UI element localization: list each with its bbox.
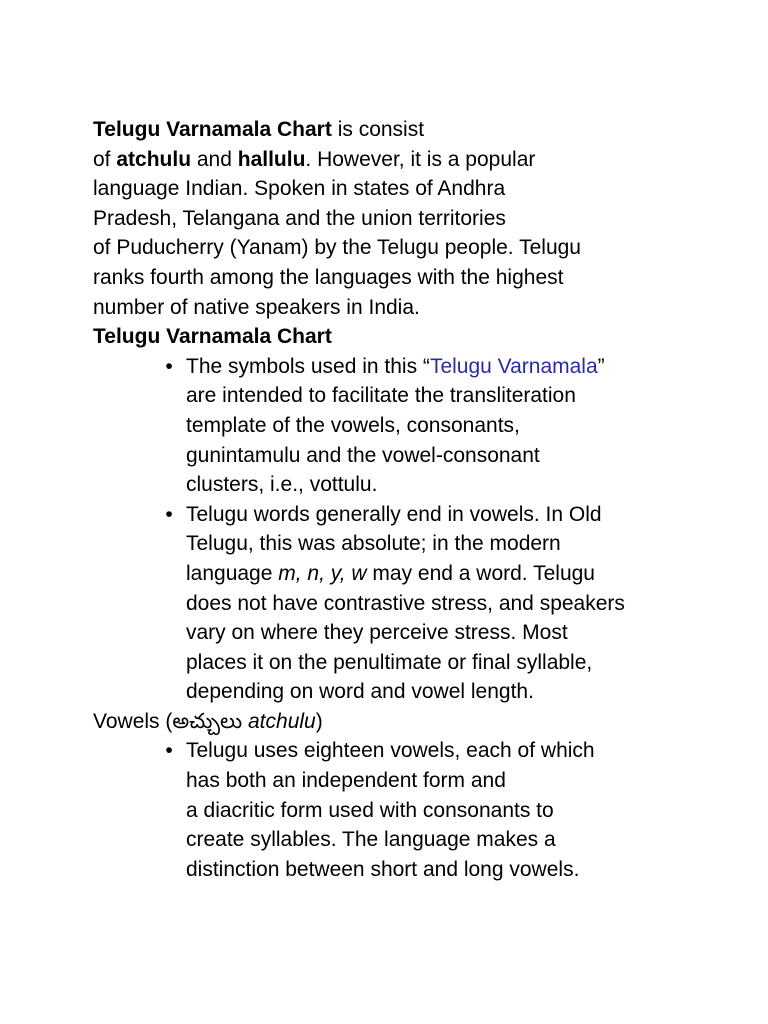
item-1-line-5: clusters, i.e., vottulu. bbox=[186, 473, 378, 497]
intro-text-3: and bbox=[191, 147, 238, 171]
intro-text-1: is consist bbox=[331, 118, 425, 141]
item-2-line-6: places it on the penultimate or final syllable, bbox=[186, 650, 593, 674]
bullet-icon: • bbox=[165, 739, 173, 763]
intro-text-2: of bbox=[93, 147, 117, 171]
vowels-heading bbox=[93, 707, 693, 737]
item-1-line-3: template of the vowels, consonants, bbox=[186, 413, 520, 437]
vowel-item-line-1: Telugu uses eighteen vowels, each of which bbox=[186, 739, 595, 763]
intro-paragraph bbox=[93, 115, 693, 322]
vowel-item-line-5: distinction between short and long vowels. bbox=[186, 857, 580, 881]
bullet-icon: • bbox=[165, 354, 173, 378]
item-1-text-after: ” bbox=[597, 354, 605, 378]
vowel-item-line-4: create syllables. The language makes a bbox=[186, 828, 556, 852]
intro-text-4: . However, it is a popular bbox=[305, 147, 536, 171]
intro-line-6: ranks fourth among the languages with the highest bbox=[93, 265, 564, 289]
item-1-text-before: The symbols used in this “ bbox=[186, 354, 430, 378]
item-1-line-4: gunintamulu and the vowel-consonant bbox=[186, 443, 540, 467]
section-heading: Telugu Varnamala Chart bbox=[93, 325, 332, 349]
bullet-list-1 bbox=[93, 352, 693, 707]
vowels-italic: atchulu bbox=[242, 709, 316, 733]
intro-title-bold: Telugu Varnamala Chart bbox=[93, 118, 332, 141]
atchulu-bold: atchulu bbox=[116, 147, 192, 171]
hallulu-bold: hallulu bbox=[237, 147, 306, 171]
list-item bbox=[165, 736, 693, 884]
vowels-telugu-text: అచ్చులు bbox=[172, 709, 243, 733]
item-2-line-1: Telugu words generally end in vowels. In Old bbox=[186, 502, 602, 526]
document-page bbox=[93, 115, 693, 884]
list-item bbox=[165, 500, 693, 707]
vowels-text-before: Vowels ( bbox=[93, 709, 173, 733]
vowels-text-after: ) bbox=[315, 709, 323, 733]
item-2-line-5: vary on where they perceive stress. Most bbox=[186, 621, 568, 645]
item-1-line-2: are intended to facilitate the transliteration bbox=[186, 384, 576, 408]
item-2-line-3-italic: m, n, y, w bbox=[278, 561, 367, 585]
item-2-line-3-before: language bbox=[186, 561, 279, 585]
bullet-icon: • bbox=[165, 502, 173, 526]
vowel-item-line-2: has both an independent form and bbox=[186, 769, 506, 793]
item-2-line-7: depending on word and vowel length. bbox=[186, 680, 534, 704]
intro-line-7: number of native speakers in India. bbox=[93, 295, 420, 319]
intro-line-5: of Puducherry (Yanam) by the Telugu people. Telugu bbox=[93, 236, 581, 260]
item-2-line-4: does not have contrastive stress, and speakers bbox=[186, 591, 625, 615]
item-2-line-2: Telugu, this was absolute; in the modern bbox=[186, 532, 561, 556]
intro-line-3: language Indian. Spoken in states of Andhra bbox=[93, 177, 506, 201]
bullet-list-2 bbox=[93, 736, 693, 884]
telugu-varnamala-link[interactable]: Telugu Varnamala bbox=[429, 354, 598, 378]
intro-line-4: Pradesh, Telangana and the union territories bbox=[93, 206, 506, 230]
list-item bbox=[165, 352, 693, 500]
item-2-line-3-after: may end a word. Telugu bbox=[366, 561, 595, 585]
vowel-item-line-3: a diacritic form used with consonants to bbox=[186, 798, 554, 822]
